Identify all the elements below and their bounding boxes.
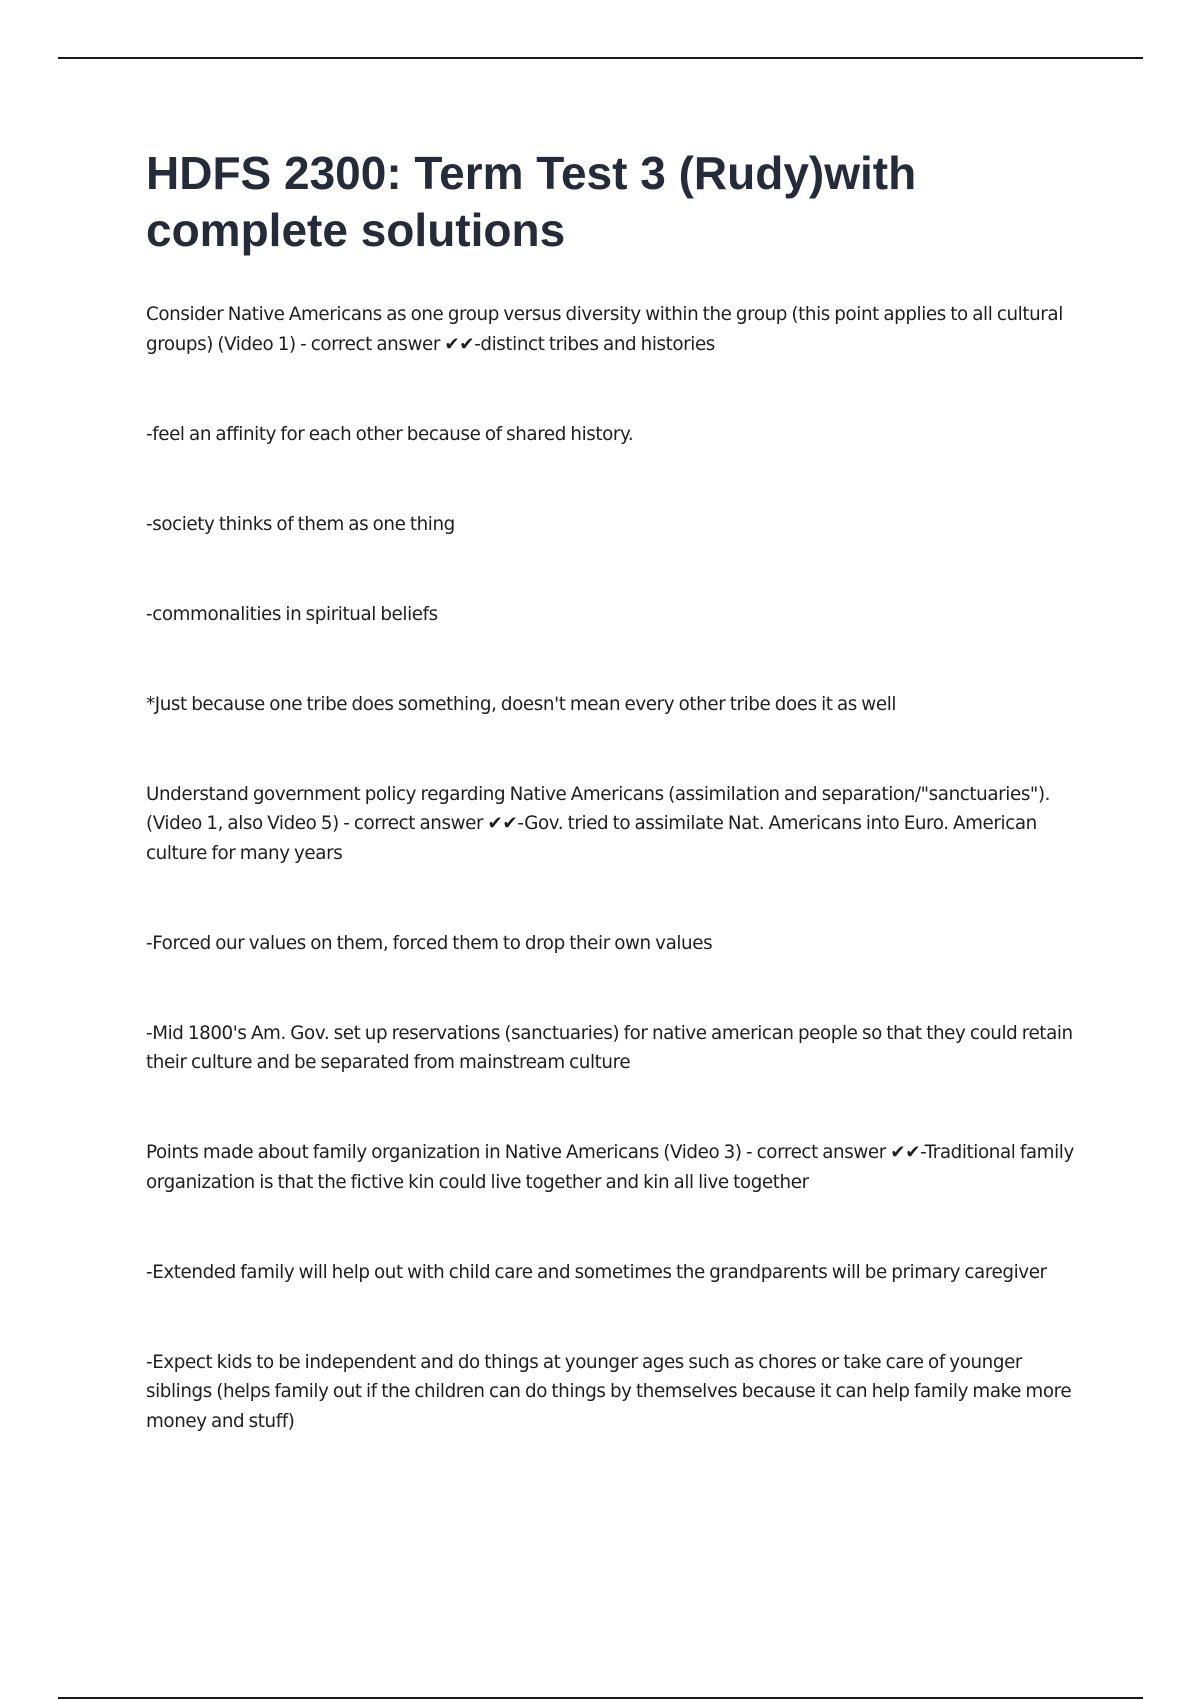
paragraph: *Just because one tribe does something, doesn't mean every other tribe does it as well bbox=[146, 693, 897, 715]
paragraph: -Mid 1800's Am. Gov. set up reservations (sanctuaries) for native american people so that they could retain their culture and be separated from mainstream culture bbox=[146, 1022, 1073, 1073]
paragraph: -feel an affinity for each other because of shared history. bbox=[146, 423, 634, 445]
paragraph: Consider Native Americans as one group versus diversity within the group (this point applies to all cultural groups) (Video 1) - correct answer ✔✔-distinct tribes and histories bbox=[146, 304, 1063, 355]
paragraph: -society thinks of them as one thing bbox=[146, 513, 455, 535]
paragraph: -Forced our values on them, forced them to drop their own values bbox=[146, 932, 713, 954]
footer-rule bbox=[58, 1697, 1143, 1699]
paragraph: Understand government policy regarding Native Americans (assimilation and separation/"sanctuaries"). (Video 1, also Video 5) - correct answer ✔✔-Gov. tried to assimilate Nat. Americans into Euro. American culture for many years bbox=[146, 783, 1051, 864]
header-rule bbox=[58, 57, 1143, 59]
paragraph-list bbox=[146, 300, 1086, 1436]
document-body bbox=[146, 145, 1086, 1497]
document-title: HDFS 2300: Term Test 3 (Rudy)with complete solutions bbox=[146, 147, 917, 256]
paragraph: -commonalities in spiritual beliefs bbox=[146, 603, 438, 625]
paragraph: -Extended family will help out with child care and sometimes the grandparents will be primary caregiver bbox=[146, 1261, 1047, 1283]
paragraph: Points made about family organization in Native Americans (Video 3) - correct answer ✔✔-Traditional family organization is that the fictive kin could live together and kin all live together bbox=[146, 1142, 1074, 1193]
paragraph: -Expect kids to be independent and do things at younger ages such as chores or take care of younger siblings (helps family out if the children can do things by themselves because it can help family make more money and stuff) bbox=[146, 1351, 1072, 1432]
